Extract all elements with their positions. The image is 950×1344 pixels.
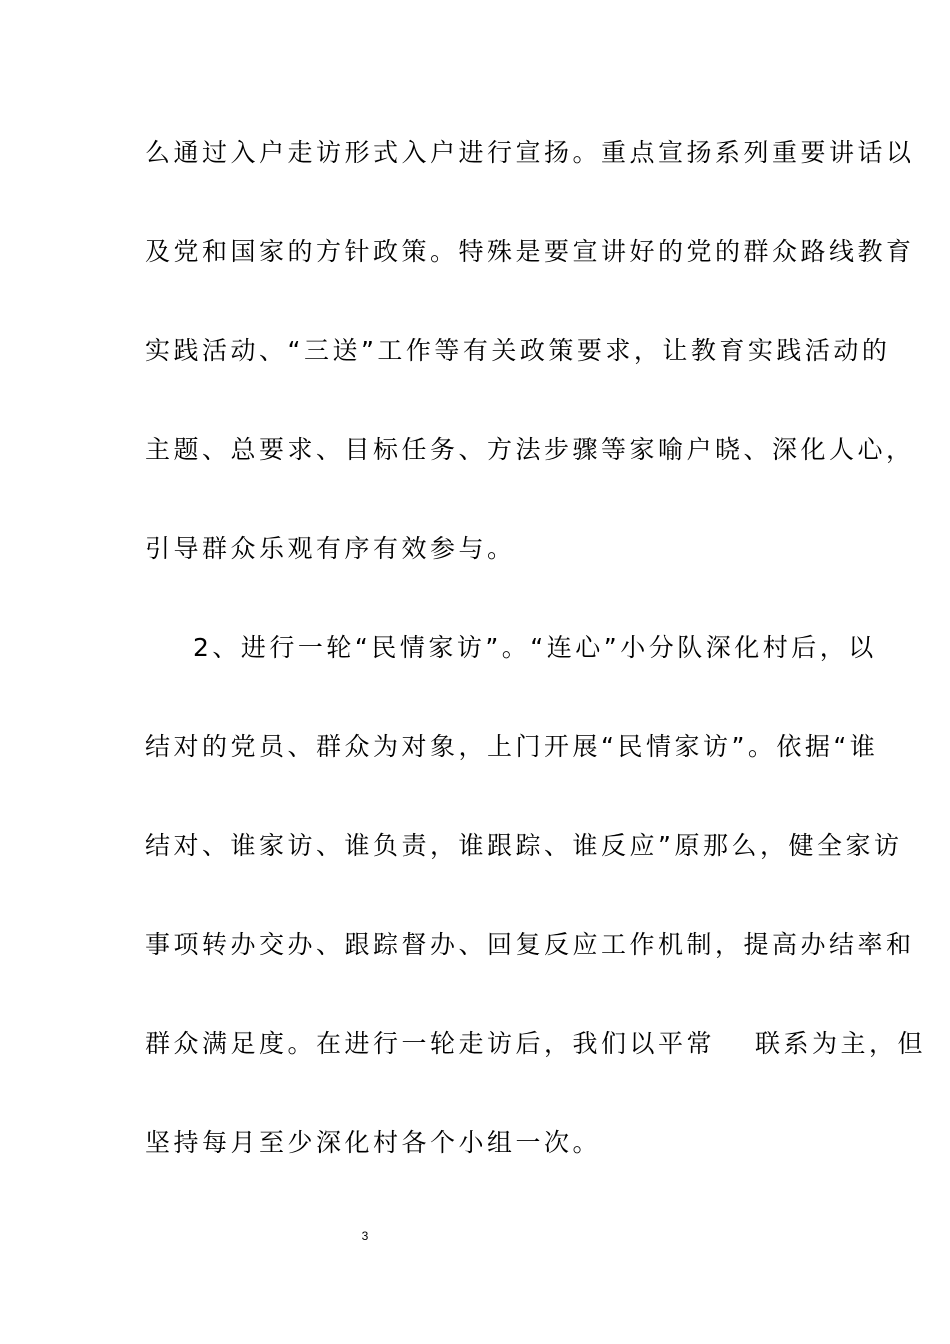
paragraph-line-5: 引导群众乐观有序有效参与。 [145, 534, 516, 563]
paragraph-line-4: 主题、总要求、目标任务、方法步骤等家喻户晓、深化人心， [145, 435, 915, 464]
page-number: 3 [361, 1229, 369, 1243]
paragraph-2-line-5: 群众满足度。在进行一轮走访后，我们以平常 联系为主，但 [145, 1029, 926, 1058]
paragraph-line-2: 及党和国家的方针政策。特殊是要宣讲好的党的群众路线教育 [145, 237, 915, 266]
paragraph-2-line-6: 坚持每月至少深化村各个小组一次。 [145, 1128, 602, 1157]
paragraph-line-1: 么通过入户走访形式入户进行宣扬。重点宣扬系列重要讲话以 [145, 138, 915, 167]
paragraph-2-line-1: 2、进行一轮“民情家访”。“连心”小分队深化村后，以 [193, 633, 877, 662]
paragraph-2-line-3: 结对、谁家访、谁负责，谁跟踪、谁反应”原那么，健全家访 [145, 831, 903, 860]
paragraph-line-3: 实践活动、“三送”工作等有关政策要求，让教育实践活动的 [145, 336, 891, 365]
paragraph-2-line-2: 结对的党员、群众为对象，上门开展“民情家访”。依据“谁 [145, 732, 879, 761]
paragraph-2-line-4: 事项转办交办、跟踪督办、回复反应工作机制，提高办结率和 [145, 930, 915, 959]
